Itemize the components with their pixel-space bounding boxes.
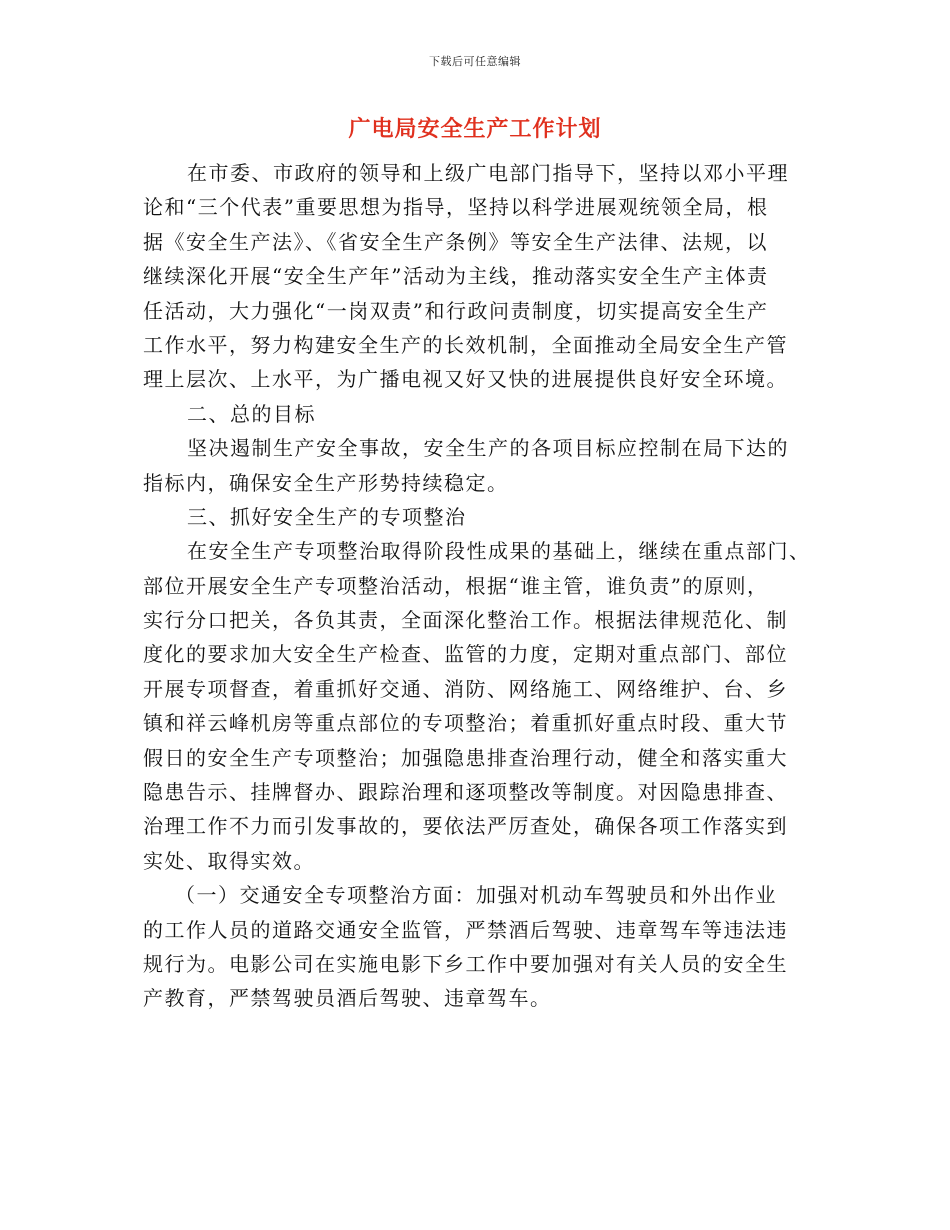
header-note: 下载后可任意编辑 [429, 55, 521, 68]
body-line: 假日的安全生产专项整治；加强隐患排查治理行动，健全和落实重大 [143, 745, 788, 770]
body-line: 开展专项督查，着重抓好交通、消防、网络施工、网络维护、台、乡 [143, 676, 788, 701]
body-line: 任活动，大力强化“一岗双责”和行政问责制度，切实提高安全生产 [143, 298, 769, 323]
body-line: 论和“三个代表”重要思想为指导，坚持以科学进展观统领全局，根 [143, 195, 769, 220]
body-line: 理上层次、上水平，为广播电视又好又快的进展提供良好安全环境。 [143, 367, 788, 392]
body-line: 工作水平，努力构建安全生产的长效机制，全面推动全局安全生产管 [143, 332, 788, 357]
body-line: 部位开展安全生产专项整治活动，根据“谁主管，谁负责”的原则， [143, 573, 769, 598]
body-line: 坚决遏制生产安全事故，安全生产的各项目标应控制在局下达的 [187, 436, 789, 461]
body-line: 在安全生产专项整治取得阶段性成果的基础上，继续在重点部门、 [187, 539, 811, 564]
document-body [143, 156, 811, 1016]
body-line: 指标内，确保安全生产形势持续稳定。 [143, 470, 509, 495]
body-line: 的工作人员的道路交通安全监管，严禁酒后驾驶、违章驾车等违法违 [143, 917, 788, 942]
body-line: 治理工作不力而引发事故的，要依法严厉查处，确保各项工作落实到 [143, 814, 788, 839]
body-line: （一）交通安全专项整治方面：加强对机动车驾驶员和外出作业 [175, 883, 777, 908]
body-line: 在市委、市政府的领导和上级广电部门指导下，坚持以邓小平理 [187, 161, 789, 185]
body-line: 三、抓好安全生产的专项整治 [187, 504, 467, 529]
body-line: 产教育，严禁驾驶员酒后驾驶、违章驾车。 [143, 986, 552, 1011]
body-line: 继续深化开展“安全生产年”活动为主线，推动落实安全生产主体责 [143, 264, 769, 289]
body-line: 实处、取得实效。 [143, 848, 315, 873]
body-line: 度化的要求加大安全生产检查、监管的力度，定期对重点部门、部位 [143, 642, 788, 667]
body-line: 规行为。电影公司在实施电影下乡工作中要加强对有关人员的安全生 [143, 951, 788, 976]
body-line: 二、总的目标 [187, 401, 316, 426]
body-line: 隐患告示、挂牌督办、跟踪治理和逐项整改等制度。对因隐患排查、 [143, 780, 788, 805]
body-line: 据《安全生产法》、《省安全生产条例》等安全生产法律、法规，以 [143, 229, 768, 254]
document-title: 广电局安全生产工作计划 [348, 116, 602, 142]
body-line: 镇和祥云峰机房等重点部位的专项整治；着重抓好重点时段、重大节 [143, 711, 788, 736]
body-line: 实行分口把关，各负其责，全面深化整治工作。根据法律规范化、制 [143, 608, 788, 633]
